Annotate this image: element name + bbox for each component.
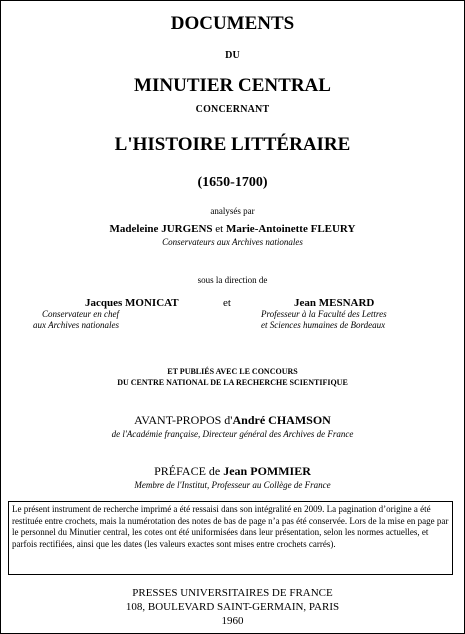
director2-role-1: Professeur à la Faculté des Lettres	[261, 309, 387, 319]
preface-name: Jean POMMIER	[223, 464, 311, 478]
preface-label: PRÉFACE de	[154, 464, 224, 478]
author2-first: Marie-Antoinette	[225, 223, 308, 235]
title-line-documents: DOCUMENTS	[170, 13, 295, 34]
foreword-role: de l'Académie française, Directeur général des Archives de France	[111, 429, 354, 439]
preface-role: Membre de l'Institut, Professeur au Collège de France	[134, 480, 331, 490]
preface-heading	[1, 464, 464, 479]
direction-intro: sous la direction de	[197, 275, 268, 285]
director1-first: Jacques	[85, 297, 123, 309]
director1-name	[85, 297, 179, 309]
authors-joiner: et	[215, 223, 224, 235]
authors-role: Conservateurs aux Archives nationales	[162, 237, 303, 247]
title-line-du: DU	[225, 50, 240, 61]
title-line-concernant: CONCERNANT	[195, 104, 270, 115]
author2-last: FLEURY	[310, 223, 356, 235]
reissue-notice: Le présent instrument de recherche imprimé a été ressaisi dans son intégralité en 2009. La pagination d’origine a été restituée entre crochets, mais la numérotation des notes de bas de page n’a pas été conservée. Lors de la mise en page par le personnel du Minutier central, les cotes ont été uniformisées dans leur présentation, selon les normes actuelles, et parfois rectifiées, ainsi que les dates (les valeurs exactes sont mises entre crochets carrés).	[8, 501, 453, 575]
publisher-line-2: 108, BOULEVARD SAINT-GERMAIN, PARIS	[125, 601, 340, 613]
director1-role-1: Conservateur en chef	[42, 309, 119, 319]
title-dates: (1650-1700)	[197, 175, 268, 190]
direction-joiner: et	[223, 297, 231, 309]
director2-first: Jean	[294, 297, 316, 309]
publisher-line-1: PRESSES UNIVERSITAIRES DE FRANCE	[132, 587, 333, 599]
author1-last: JURGENS	[161, 223, 213, 235]
director2-last: MESNARD	[318, 297, 375, 309]
director1-role-2: aux Archives nationales	[33, 320, 119, 330]
foreword-heading	[1, 413, 464, 428]
title-line-minutier: MINUTIER CENTRAL	[134, 75, 331, 96]
author1-first: Madeleine	[109, 223, 159, 235]
support-line-1: ET PUBLIÉS AVEC LE CONCOURS	[167, 367, 298, 376]
foreword-label: AVANT-PROPOS d'	[134, 413, 233, 427]
foreword-name: André CHAMSON	[232, 413, 331, 427]
director2-role-2: et Sciences humaines de Bordeaux	[261, 320, 386, 330]
title-line-histoire: L'HISTOIRE LITTÉRAIRE	[114, 134, 351, 155]
director2-name	[294, 297, 374, 309]
director1-last: MONICAT	[125, 297, 179, 309]
authors-intro: analysés par	[210, 206, 255, 216]
authors-names	[1, 223, 464, 235]
support-line-2: DU CENTRE NATIONAL DE LA RECHERCHE SCIENTIFIQUE	[117, 378, 348, 387]
publisher-year: 1960	[221, 615, 244, 627]
